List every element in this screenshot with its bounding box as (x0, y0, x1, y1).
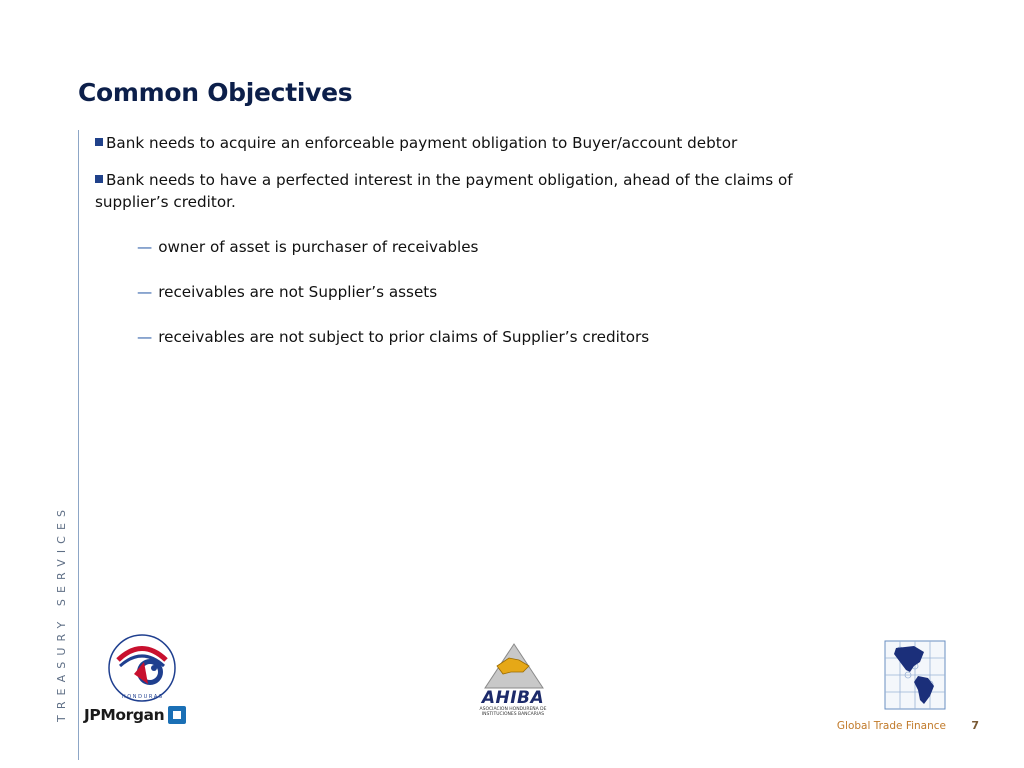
page-number: 7 (971, 719, 979, 732)
americas-puzzle-logo (884, 640, 946, 710)
sub-bullet-item (137, 326, 815, 348)
bullet-text: Bank needs to acquire an enforceable payment obligation to Buyer/account debtor (106, 134, 738, 152)
svg-text:H O N D U R A S: H O N D U R A S (121, 694, 163, 700)
ahiba-subtitle: ASOCIACION HONDUREÑA DE INSTITUCIONES BANCARIAS (479, 707, 547, 717)
square-bullet-icon (95, 175, 103, 183)
dash-bullet-icon: — (137, 238, 153, 256)
sub-bullet-text: owner of asset is purchaser of receivables (158, 238, 479, 256)
mca-logo (104, 632, 180, 704)
sub-bullet-text: receivables are not subject to prior claims of Supplier’s creditors (158, 328, 650, 346)
ahiba-emblem-icon (483, 642, 545, 690)
dash-bullet-icon: — (137, 283, 153, 301)
sub-bullet-list (95, 236, 815, 348)
sub-bullet-item (137, 281, 815, 303)
ahiba-wordmark: AHIBA (481, 688, 545, 708)
square-bullet-icon (95, 138, 103, 146)
vertical-rule (78, 130, 79, 760)
slide-content (95, 132, 815, 371)
jpmorgan-logo (84, 706, 186, 724)
bullet-item (95, 132, 815, 154)
jpmorgan-wordmark: JPMorgan (84, 706, 165, 724)
sub-bullet-item (137, 236, 815, 258)
bullet-text: Bank needs to have a perfected interest in the payment obligation, ahead of the claims of supplier’s creditor. (95, 171, 793, 211)
chase-octagon-icon (168, 706, 186, 724)
bullet-item (95, 169, 815, 213)
dash-bullet-icon: — (137, 328, 153, 346)
footer-label: Global Trade Finance (836, 720, 946, 732)
sidebar-label: TREASURY SERVICES (55, 503, 68, 722)
slide-title: Common Objectives (78, 78, 353, 107)
sub-bullet-text: receivables are not Supplier’s assets (158, 283, 438, 301)
